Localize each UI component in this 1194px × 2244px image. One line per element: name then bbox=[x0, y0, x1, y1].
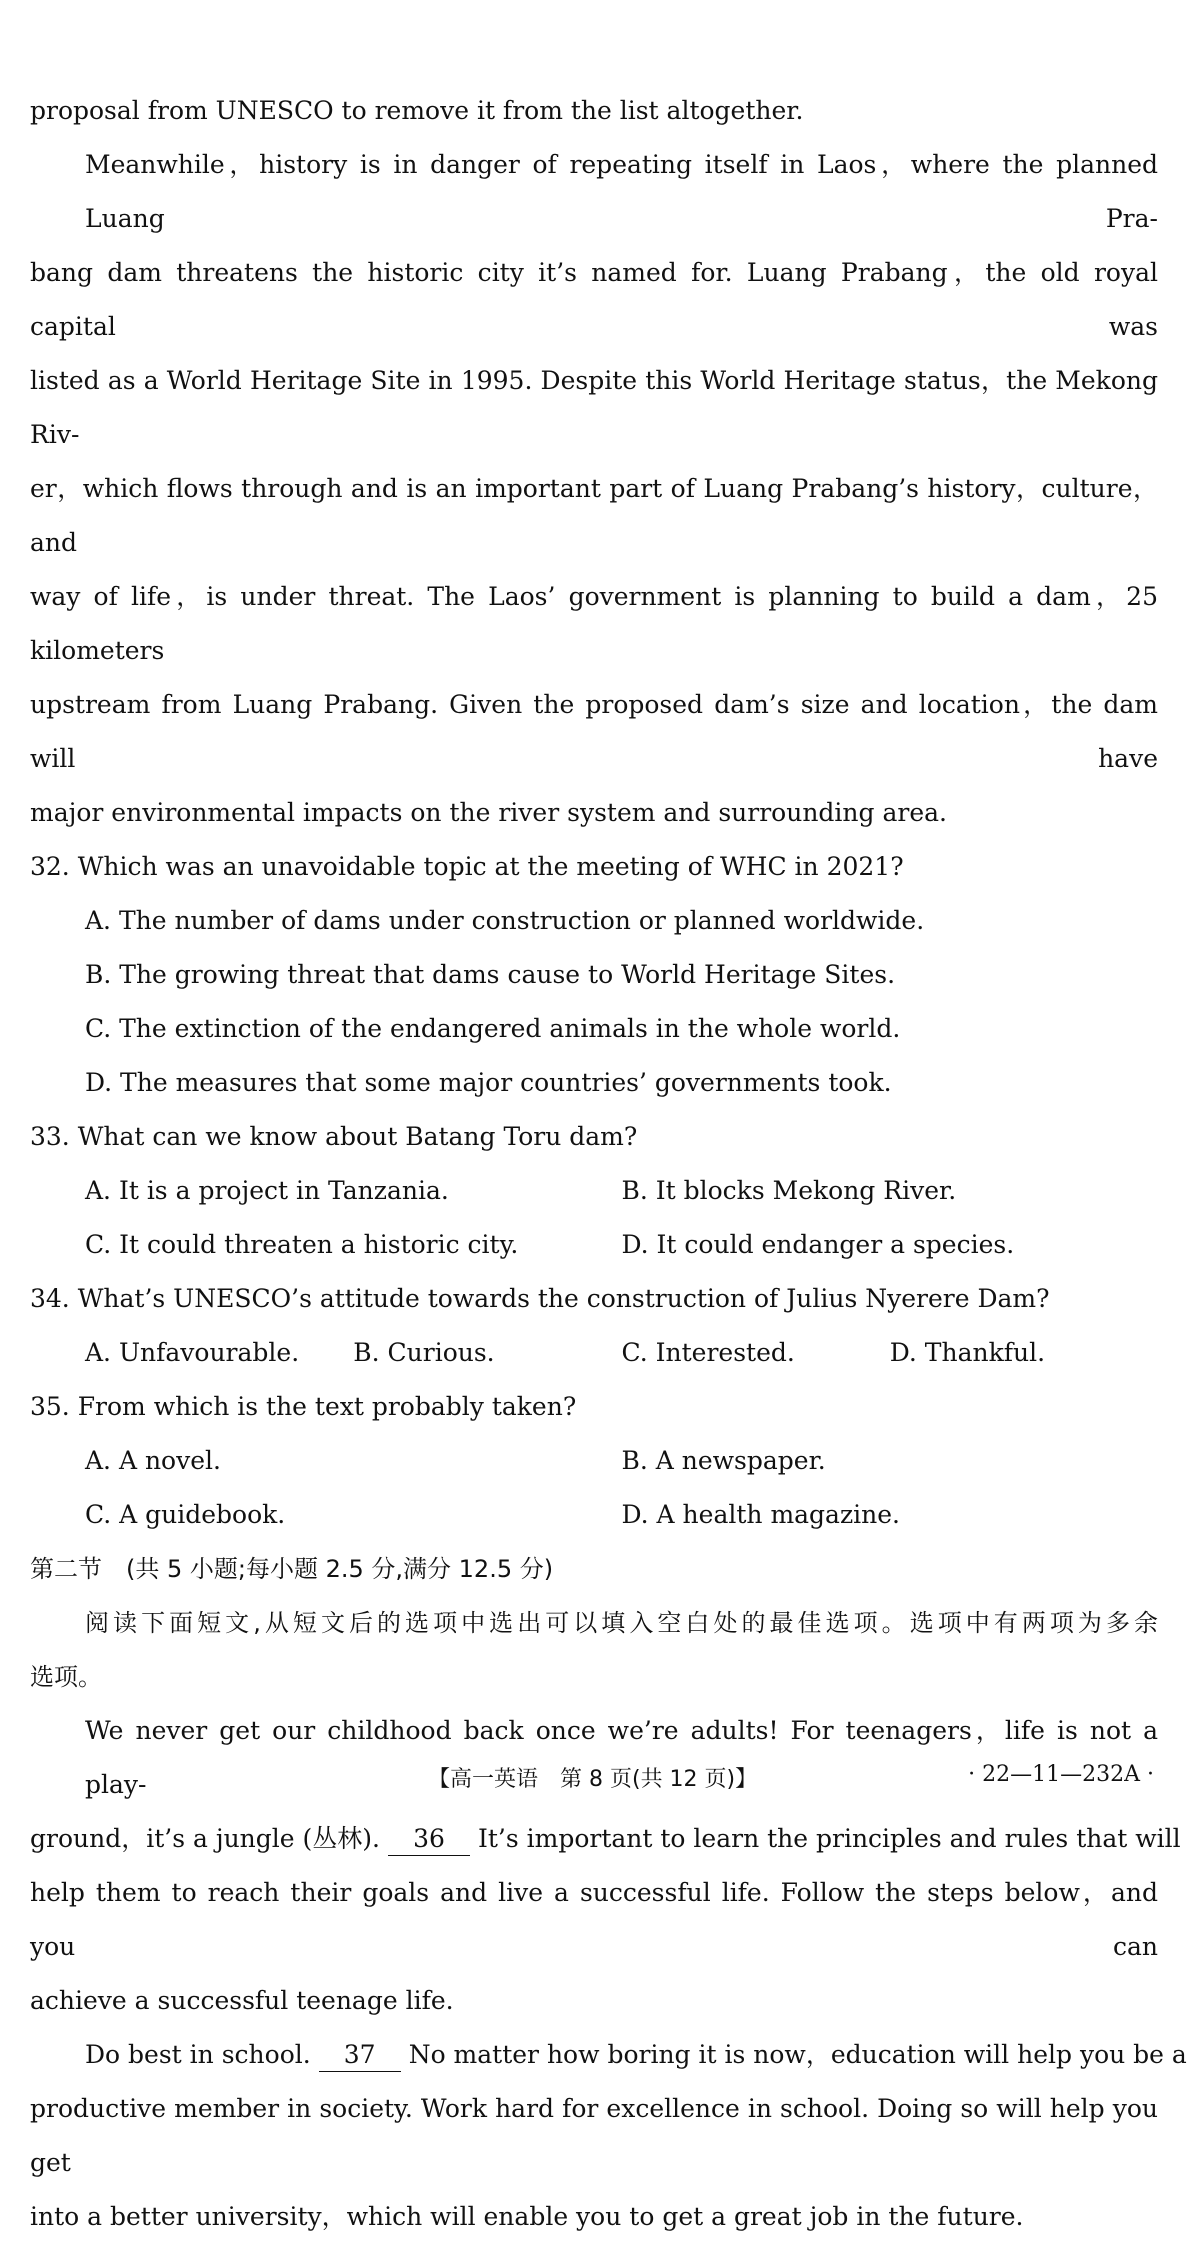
passage-line: upstream from Luang Prabang. Given the proposed dam’s size and location，the dam will have bbox=[30, 690, 1158, 773]
passage-line: way of life，is under threat. The Laos’ government is planning to build a dam，25 kilometers bbox=[30, 582, 1158, 665]
passage-line: listed as a World Heritage Site in 1995. Despite this World Heritage status，the Mekong Riv- bbox=[30, 366, 1158, 449]
option-c: C. It could threaten a historic city. bbox=[85, 1230, 519, 1259]
section-2 bbox=[30, 1542, 1158, 1704]
section-header: 第二节 (共 5 小题;每小题 2.5 分,满分 12.5 分) bbox=[30, 1555, 554, 1583]
option-row bbox=[30, 1488, 1158, 1542]
option-c: C. The extinction of the endangered animals in the whole world. bbox=[85, 1014, 901, 1043]
option-row bbox=[30, 1326, 1158, 1380]
question-35 bbox=[30, 1380, 1158, 1542]
option-row bbox=[30, 1218, 1158, 1272]
option-a: A. A novel. bbox=[85, 1446, 221, 1475]
passage-line: major environmental impacts on the river system and surrounding area. bbox=[30, 798, 947, 827]
question-stem: 32. Which was an unavoidable topic at the meeting of WHC in 2021? bbox=[30, 852, 904, 881]
option-d: D. It could endanger a species. bbox=[621, 1230, 1015, 1259]
option-a: A. It is a project in Tanzania. bbox=[85, 1176, 449, 1205]
passage-line: bang dam threatens the historic city it’s named for. Luang Prabang，the old royal capital was bbox=[30, 258, 1158, 341]
option-a: A. Unfavourable. bbox=[85, 1338, 300, 1367]
option-b: B. A newspaper. bbox=[621, 1446, 826, 1475]
passage-1 bbox=[30, 84, 1158, 840]
blank-36[interactable]: 36 bbox=[388, 1823, 470, 1856]
section-instruction: 阅读下面短文,从短文后的选项中选出可以填入空白处的最佳选项。选项中有两项为多余 bbox=[85, 1609, 1158, 1637]
option-a: A. The number of dams under construction or planned worldwide. bbox=[85, 906, 925, 935]
option-row bbox=[30, 1164, 1158, 1218]
passage-text: ground，it’s a jungle (丛林). 36 bbox=[30, 1812, 478, 1866]
passage-line: into a better university，which will enable you to get a great job in the future. bbox=[30, 2202, 1024, 2231]
question-33 bbox=[30, 1110, 1158, 1272]
passage-line: achieve a successful teenage life. bbox=[30, 1986, 454, 2015]
passage-line bbox=[30, 2028, 1187, 2082]
exam-code: · 22—11—232A · bbox=[968, 1762, 1154, 1787]
option-b: B. Curious. bbox=[353, 1338, 495, 1367]
passage-line: productive member in society. Work hard for excellence in school. Doing so will help you get bbox=[30, 2094, 1158, 2177]
question-stem: 35. From which is the text probably taken? bbox=[30, 1392, 577, 1421]
question-34 bbox=[30, 1272, 1158, 1380]
page-footer bbox=[0, 1762, 1194, 1802]
option-d: D. Thankful. bbox=[889, 1338, 1046, 1367]
option-b: B. The growing threat that dams cause to World Heritage Sites. bbox=[85, 960, 896, 989]
passage-text: Do best in school. 37 bbox=[85, 2028, 409, 2082]
option-d: D. The measures that some major countries’ governments took. bbox=[85, 1068, 892, 1097]
passage-text: No matter how boring it is now，education will help you be a bbox=[408, 2040, 1187, 2069]
blank-37[interactable]: 37 bbox=[319, 2039, 401, 2072]
passage-line bbox=[30, 1812, 1181, 1866]
option-c: C. A guidebook. bbox=[85, 1500, 286, 1529]
passage-text: It’s important to learn the principles and rules that will bbox=[477, 1824, 1181, 1853]
question-stem: 33. What can we know about Batang Toru dam? bbox=[30, 1122, 638, 1151]
passage-line: er，which flows through and is an important part of Luang Prabang’s history，culture，and bbox=[30, 474, 1158, 557]
option-row bbox=[30, 1434, 1158, 1488]
passage-line: proposal from UNESCO to remove it from the list altogether. bbox=[30, 96, 804, 125]
option-b: B. It blocks Mekong River. bbox=[621, 1176, 957, 1205]
page-number: 【高一英语 第 8 页(共 12 页)】 bbox=[428, 1767, 758, 1792]
option-c: C. Interested. bbox=[621, 1338, 795, 1367]
option-d: D. A health magazine. bbox=[621, 1500, 900, 1529]
passage-line: Meanwhile，history is in danger of repeating itself in Laos，where the planned Luang Pra- bbox=[85, 150, 1158, 233]
passage-line: We never get our childhood back once we’re adults! For teenagers，life is not a play- bbox=[85, 1716, 1158, 1799]
question-stem: 34. What’s UNESCO’s attitude towards the construction of Julius Nyerere Dam? bbox=[30, 1284, 1050, 1313]
passage-line: help them to reach their goals and live a successful life. Follow the steps below，and you can bbox=[30, 1878, 1158, 1961]
section-instruction: 选项。 bbox=[30, 1663, 102, 1691]
question-32 bbox=[30, 840, 1158, 1110]
